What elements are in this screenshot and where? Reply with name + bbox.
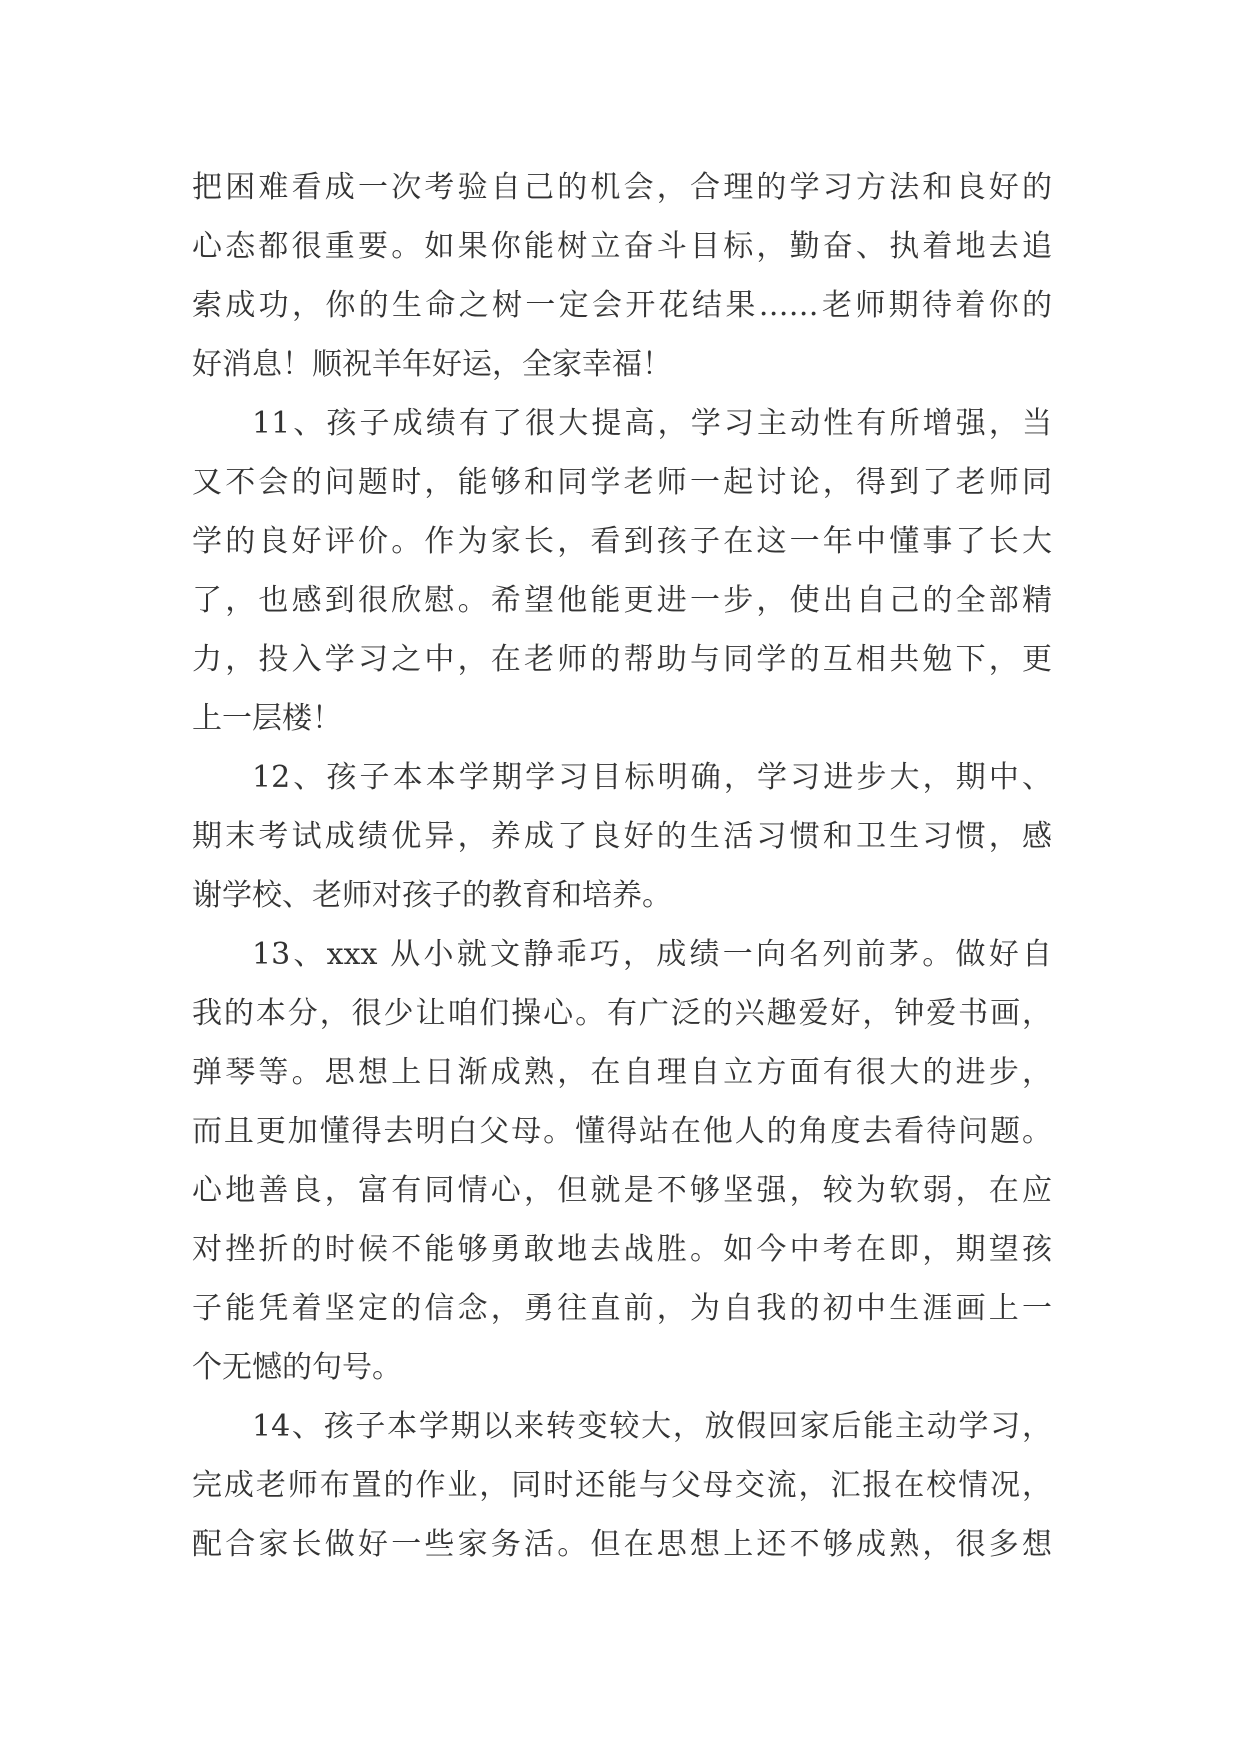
text-line: 又不会的问题时，能够和同学老师一起讨论，得到了老师同 — [192, 465, 1052, 500]
paragraph-13 — [192, 925, 1052, 1397]
text-line: 索成功，你的生命之树一定会开花结果……老师期待着你的 — [192, 288, 1052, 323]
text-line: 完成老师布置的作业，同时还能与父母交流，汇报在校情况， — [192, 1468, 1052, 1503]
text-line: 我的本分，很少让咱们操心。有广泛的兴趣爱好，钟爱书画， — [192, 996, 1052, 1031]
text-line: 了，也感到很欣慰。希望他能更进一步，使出自己的全部精 — [192, 583, 1052, 618]
paragraph-11 — [192, 394, 1052, 748]
paragraph-continued — [192, 158, 1052, 394]
text-line: 把困难看成一次考验自己的机会，合理的学习方法和良好的 — [192, 170, 1052, 205]
text-line: 子能凭着坚定的信念，勇往直前，为自我的初中生涯画上一 — [192, 1291, 1052, 1326]
paragraph-12 — [192, 748, 1052, 925]
text-line: 14、孩子本学期以来转变较大，放假回家后能主动学习， — [252, 1409, 1052, 1444]
text-line: 13、xxx 从小就文静乖巧，成绩一向名列前茅。做好自 — [252, 937, 1052, 972]
text-line: 而且更加懂得去明白父母。懂得站在他人的角度去看待问题。 — [192, 1114, 1052, 1149]
text-line: 12、孩子本本学期学习目标明确，学习进步大，期中、 — [252, 760, 1052, 795]
text-line: 学的良好评价。作为家长，看到孩子在这一年中懂事了长大 — [192, 524, 1052, 559]
document-body — [192, 158, 1052, 1574]
paragraph-14 — [192, 1397, 1052, 1574]
text-line: 11、孩子成绩有了很大提高，学习主动性有所增强，当 — [252, 406, 1052, 441]
text-line: 配合家长做好一些家务活。但在思想上还不够成熟，很多想 — [192, 1527, 1052, 1562]
text-line: 对挫折的时候不能够勇敢地去战胜。如今中考在即，期望孩 — [192, 1232, 1052, 1267]
text-line: 期末考试成绩优异，养成了良好的生活习惯和卫生习惯，感 — [192, 819, 1052, 854]
text-line: 好消息！顺祝羊年好运，全家幸福！ — [192, 347, 672, 382]
text-line: 谢学校、老师对孩子的教育和培养。 — [192, 878, 672, 913]
text-line: 心态都很重要。如果你能树立奋斗目标，勤奋、执着地去追 — [192, 229, 1052, 264]
text-line: 弹琴等。思想上日渐成熟，在自理自立方面有很大的进步， — [192, 1055, 1052, 1090]
text-line: 个无憾的句号。 — [192, 1350, 402, 1385]
text-line: 力，投入学习之中，在老师的帮助与同学的互相共勉下，更 — [192, 642, 1052, 677]
text-line: 上一层楼！ — [192, 701, 342, 736]
text-line: 心地善良，富有同情心，但就是不够坚强，较为软弱，在应 — [192, 1173, 1052, 1208]
